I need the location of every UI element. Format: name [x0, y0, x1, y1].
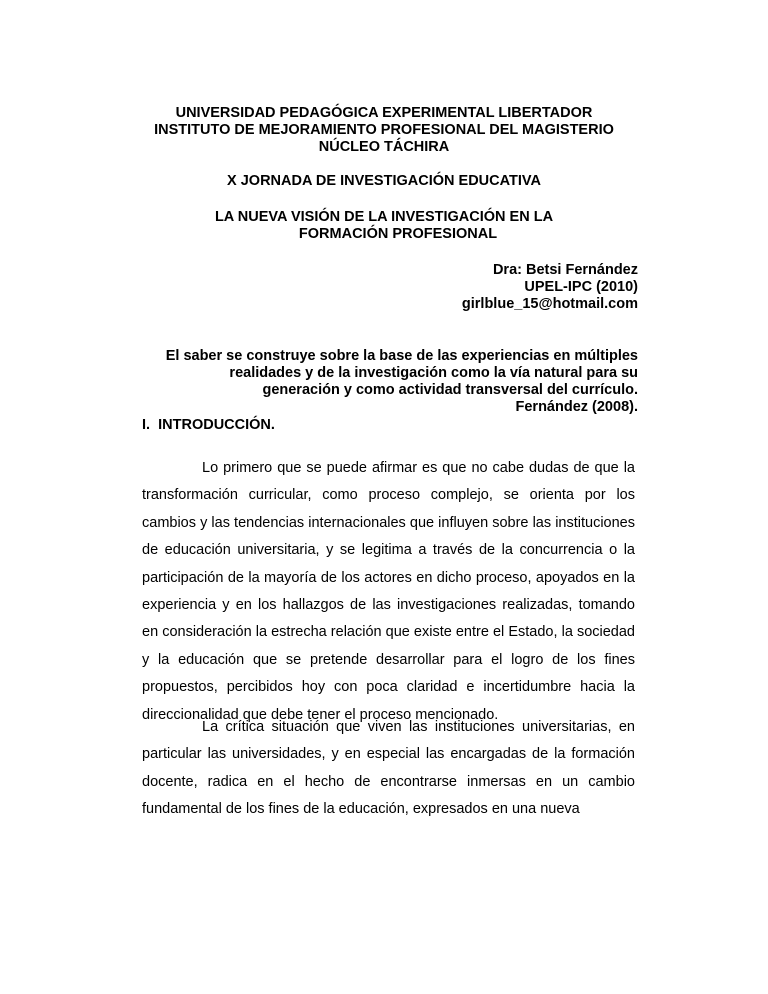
title-line-2: FORMACIÓN PROFESIONAL: [298, 226, 498, 242]
document-title: [0, 209, 768, 243]
epigraph-line: generación y como actividad transversal del currículo.: [262, 382, 638, 398]
institution-header: [0, 105, 768, 156]
paragraph-2: La crítica situación que viven las instituciones universitarias, en particular las universidades, y en especial las encargadas de la formación docente, radica en el hecho de encontrarse inmersas en un cambio fundamental de los fines de la educación, expresados en una nueva: [142, 719, 635, 818]
paragraph-1: Lo primero que se puede afirmar es que no cabe dudas de que la transformación curricular, como proceso complejo, se orienta por los cambios y las tendencias internacionales que influyen sobre las instituciones de educación universitaria, y se legitima a través de la concurrencia o la participación de la mayoría de los actores en dicho proceso, apoyados en la experiencia y en los hallazgos de las investigaciones realizadas, tomando en consideración la estrecha relación que existe entre el Estado, la sociedad y la educación que se pretende desarrollar para el logro de los fines propuestos, percibidos hoy con poca claridad e incertidumbre hacia la direccionalidad que debe tener el proceso mencionado.: [142, 460, 635, 723]
epigraph-line: realidades y de la investigación como la vía natural para su: [229, 365, 638, 381]
university-name: UNIVERSIDAD PEDAGÓGICA EXPERIMENTAL LIBERTADOR: [175, 105, 593, 121]
author-email: girlblue_15@hotmail.com: [461, 296, 638, 312]
campus-name: NÚCLEO TÁCHIRA: [318, 139, 450, 155]
epigraph-citation: Fernández (2008).: [515, 399, 638, 415]
institute-name: INSTITUTO DE MEJORAMIENTO PROFESIONAL DEL MAGISTERIO: [154, 122, 614, 138]
author-name: Dra: Betsi Fernández: [492, 262, 638, 278]
title-line-1: LA NUEVA VISIÓN DE LA INVESTIGACIÓN EN LA: [214, 209, 554, 225]
section-heading: I. INTRODUCCIÓN.: [142, 417, 275, 433]
author-affiliation: UPEL-IPC (2010): [524, 279, 638, 295]
epigraph: [166, 348, 638, 416]
event-name: X JORNADA DE INVESTIGACIÓN EDUCATIVA: [227, 173, 541, 189]
author-block: [462, 262, 638, 313]
epigraph-line: El saber se construye sobre la base de las experiencias en múltiples: [165, 348, 638, 364]
